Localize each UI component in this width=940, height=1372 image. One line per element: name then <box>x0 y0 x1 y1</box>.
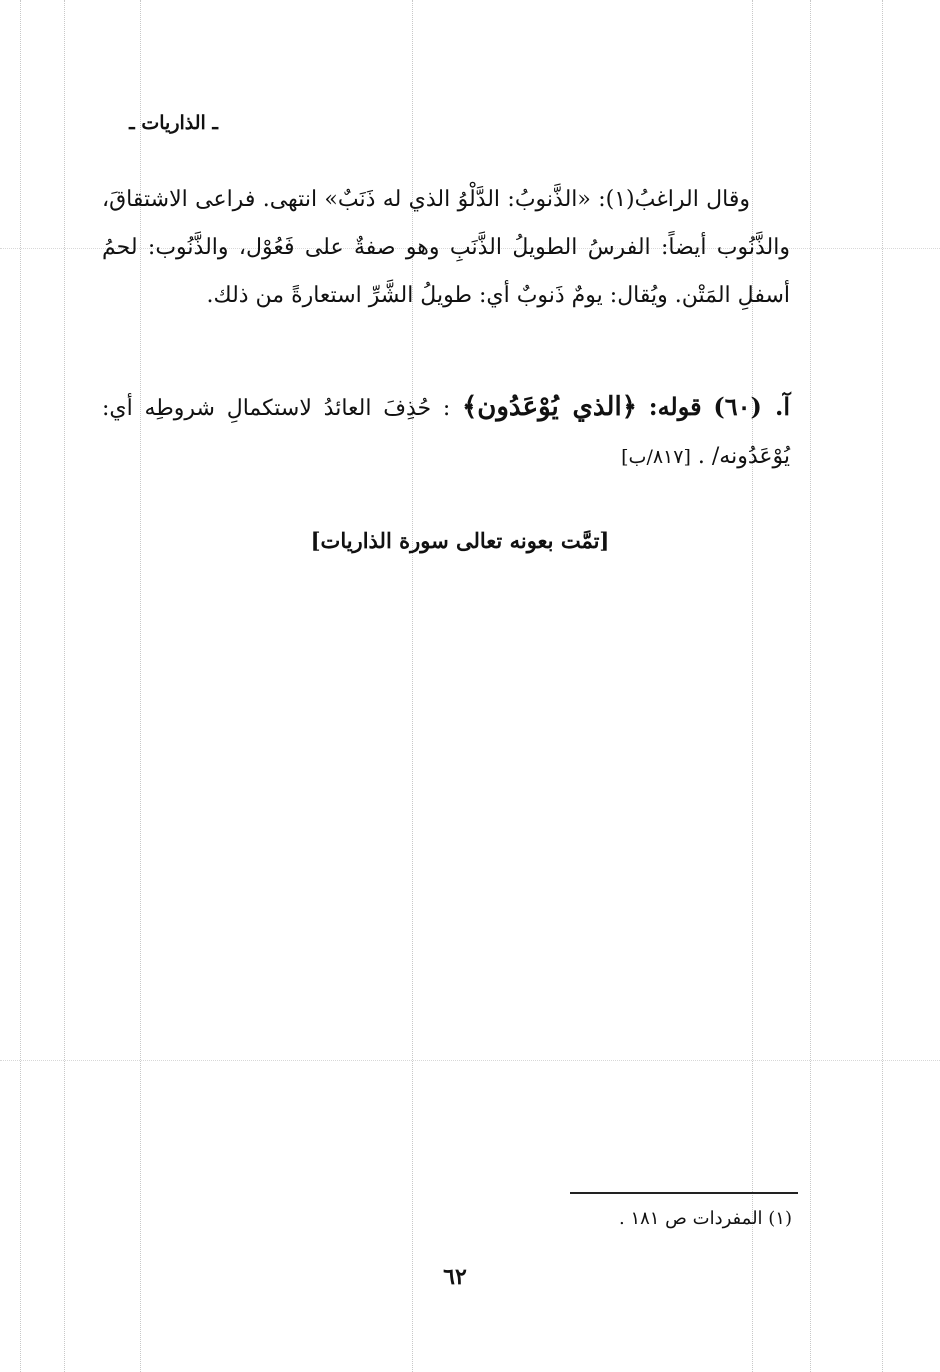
verse-quote: ﴿الذي يُوْعَدُون﴾ <box>462 392 637 422</box>
paragraph-1 <box>102 176 790 320</box>
folio-marker: [٨١٧/ب] <box>621 446 691 468</box>
verse-reference: آ. (٦٠) <box>713 392 790 421</box>
paragraph-1-text: وقال الراغبُ(١): «الذَّنوبُ: الدَّلْوُ الذي له ذَنَبٌ» انتهى. فراعى الاشتقاقَ، والذَّنُوب أيضاً: الفرسُ الطويلُ الذَّنَبِ وهو صفةٌ على فَعُوْل، والذَّنُوب: لحمُ أسفلِ المَتْن. ويُقال: يومٌ ذَنوبٌ أي: طويلُ الشَّرِّ استعارةً من ذلك. <box>102 187 790 308</box>
page-number: ٦٢ <box>443 1264 467 1290</box>
running-header: ـ الذاريات ـ <box>129 112 218 134</box>
paragraph-2-text: : حُذِفَ العائدُ لاستكمالِ شروطِه أي: يُوْعَدُونه/ . <box>102 396 790 469</box>
scan-guide-line <box>882 0 883 1372</box>
paragraph-2 <box>102 383 790 481</box>
footnote-rule <box>570 1192 798 1194</box>
scan-guide-line <box>810 0 811 1372</box>
scan-guide-line <box>64 0 65 1372</box>
scan-guide-line <box>20 0 21 1372</box>
verse-lead: قوله: <box>648 392 702 421</box>
surah-end-note: [تمَّت بعونه تعالى سورة الذاريات] <box>310 528 610 553</box>
footnote: (١) المفردات ص ١٨١ . <box>618 1208 792 1229</box>
scan-guide-line <box>0 1060 940 1061</box>
